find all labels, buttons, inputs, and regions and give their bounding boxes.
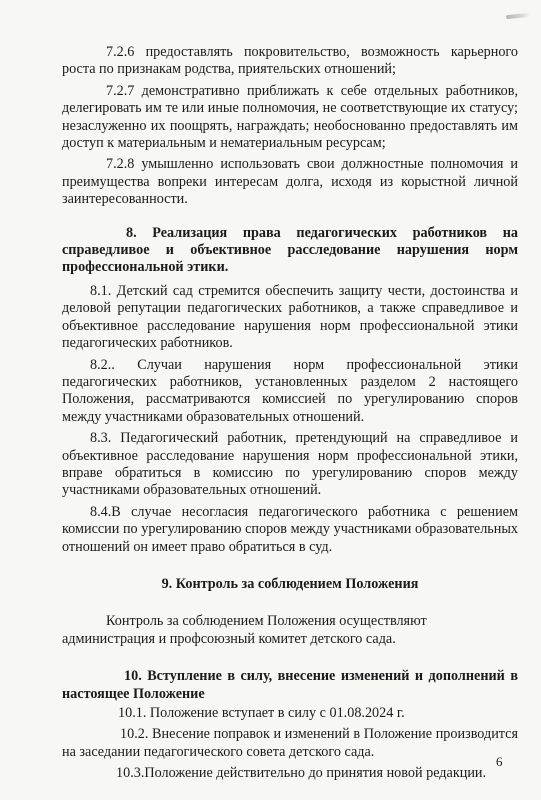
- paragraph-7-2-8: 7.2.8 умышленно использовать свои должностные полномочия и преимущества вопреки интересам долга, исходя из корыстной личной заинтересованности.: [62, 156, 518, 208]
- section-8-heading: 8. Реализация права педагогических работников на справедливое и объективное расследование нарушения норм профессиональной этики.: [62, 224, 518, 276]
- paragraph-10-3: 10.3.Положение действительно до принятия новой редакции.: [116, 765, 487, 782]
- paragraph-10-1: 10.1. Положение вступает в силу с 01.08.2024 г.: [118, 705, 405, 721]
- section-10-heading: 10. Вступление в силу, внесение изменений и дополнений в настоящее Положение: [62, 668, 518, 702]
- paragraph-10-2: 10.2. Внесение поправок и изменений в Положение производится на заседании педагогического совета детского сада.: [62, 726, 518, 760]
- page-number: 6: [496, 754, 503, 769]
- paragraph-8-2: 8.2.. Случаи нарушения норм профессиональной этики педагогических работников, установленных разделом 2 настоящего Положения, рассматриваются комиссией по урегулированию споров между участниками образовательных отношений.: [62, 356, 518, 425]
- section-9-heading: 9. Контроль за соблюдением Положения: [161, 575, 419, 592]
- document-body: [62, 44, 518, 787]
- paragraph-8-3: 8.3. Педагогический работник, претендующий на справедливое и объективное расследование нарушения норм профессиональной этики, вправе обратиться в комиссию по урегулированию споров между участниками образовательных отношений.: [62, 430, 518, 499]
- paragraph-8-4: 8.4.В случае несогласия педагогического работника с решением комиссии по урегулированию споров между участниками образовательных отношений он имеет право обратиться в суд.: [62, 503, 518, 555]
- paragraph-9-1: Контроль за соблюдением Положения осуществляют администрация и профсоюзный комитет детского сада.: [62, 613, 427, 647]
- scan-mark: [506, 13, 530, 19]
- paragraph-8-1: 8.1. Детский сад стремится обеспечить защиту чести, достоинства и деловой репутации педагогических работников, а также справедливое и объективное расследование нарушения норм профессиональной этики педагогических работников.: [62, 282, 518, 352]
- paragraph-7-2-6: 7.2.6 предоставлять покровительство, возможность карьерного роста по признакам родства, приятельских отношений;: [62, 44, 518, 78]
- paragraph-7-2-7: 7.2.7 демонстративно приближать к себе отдельных работников, делегировать им те или иные полномочия, не соответствующие их статусу; незаслуженно их поощрять, награждать; необоснованно предоставлять им доступ к материальным и нематериальным ресурсам;: [62, 82, 518, 152]
